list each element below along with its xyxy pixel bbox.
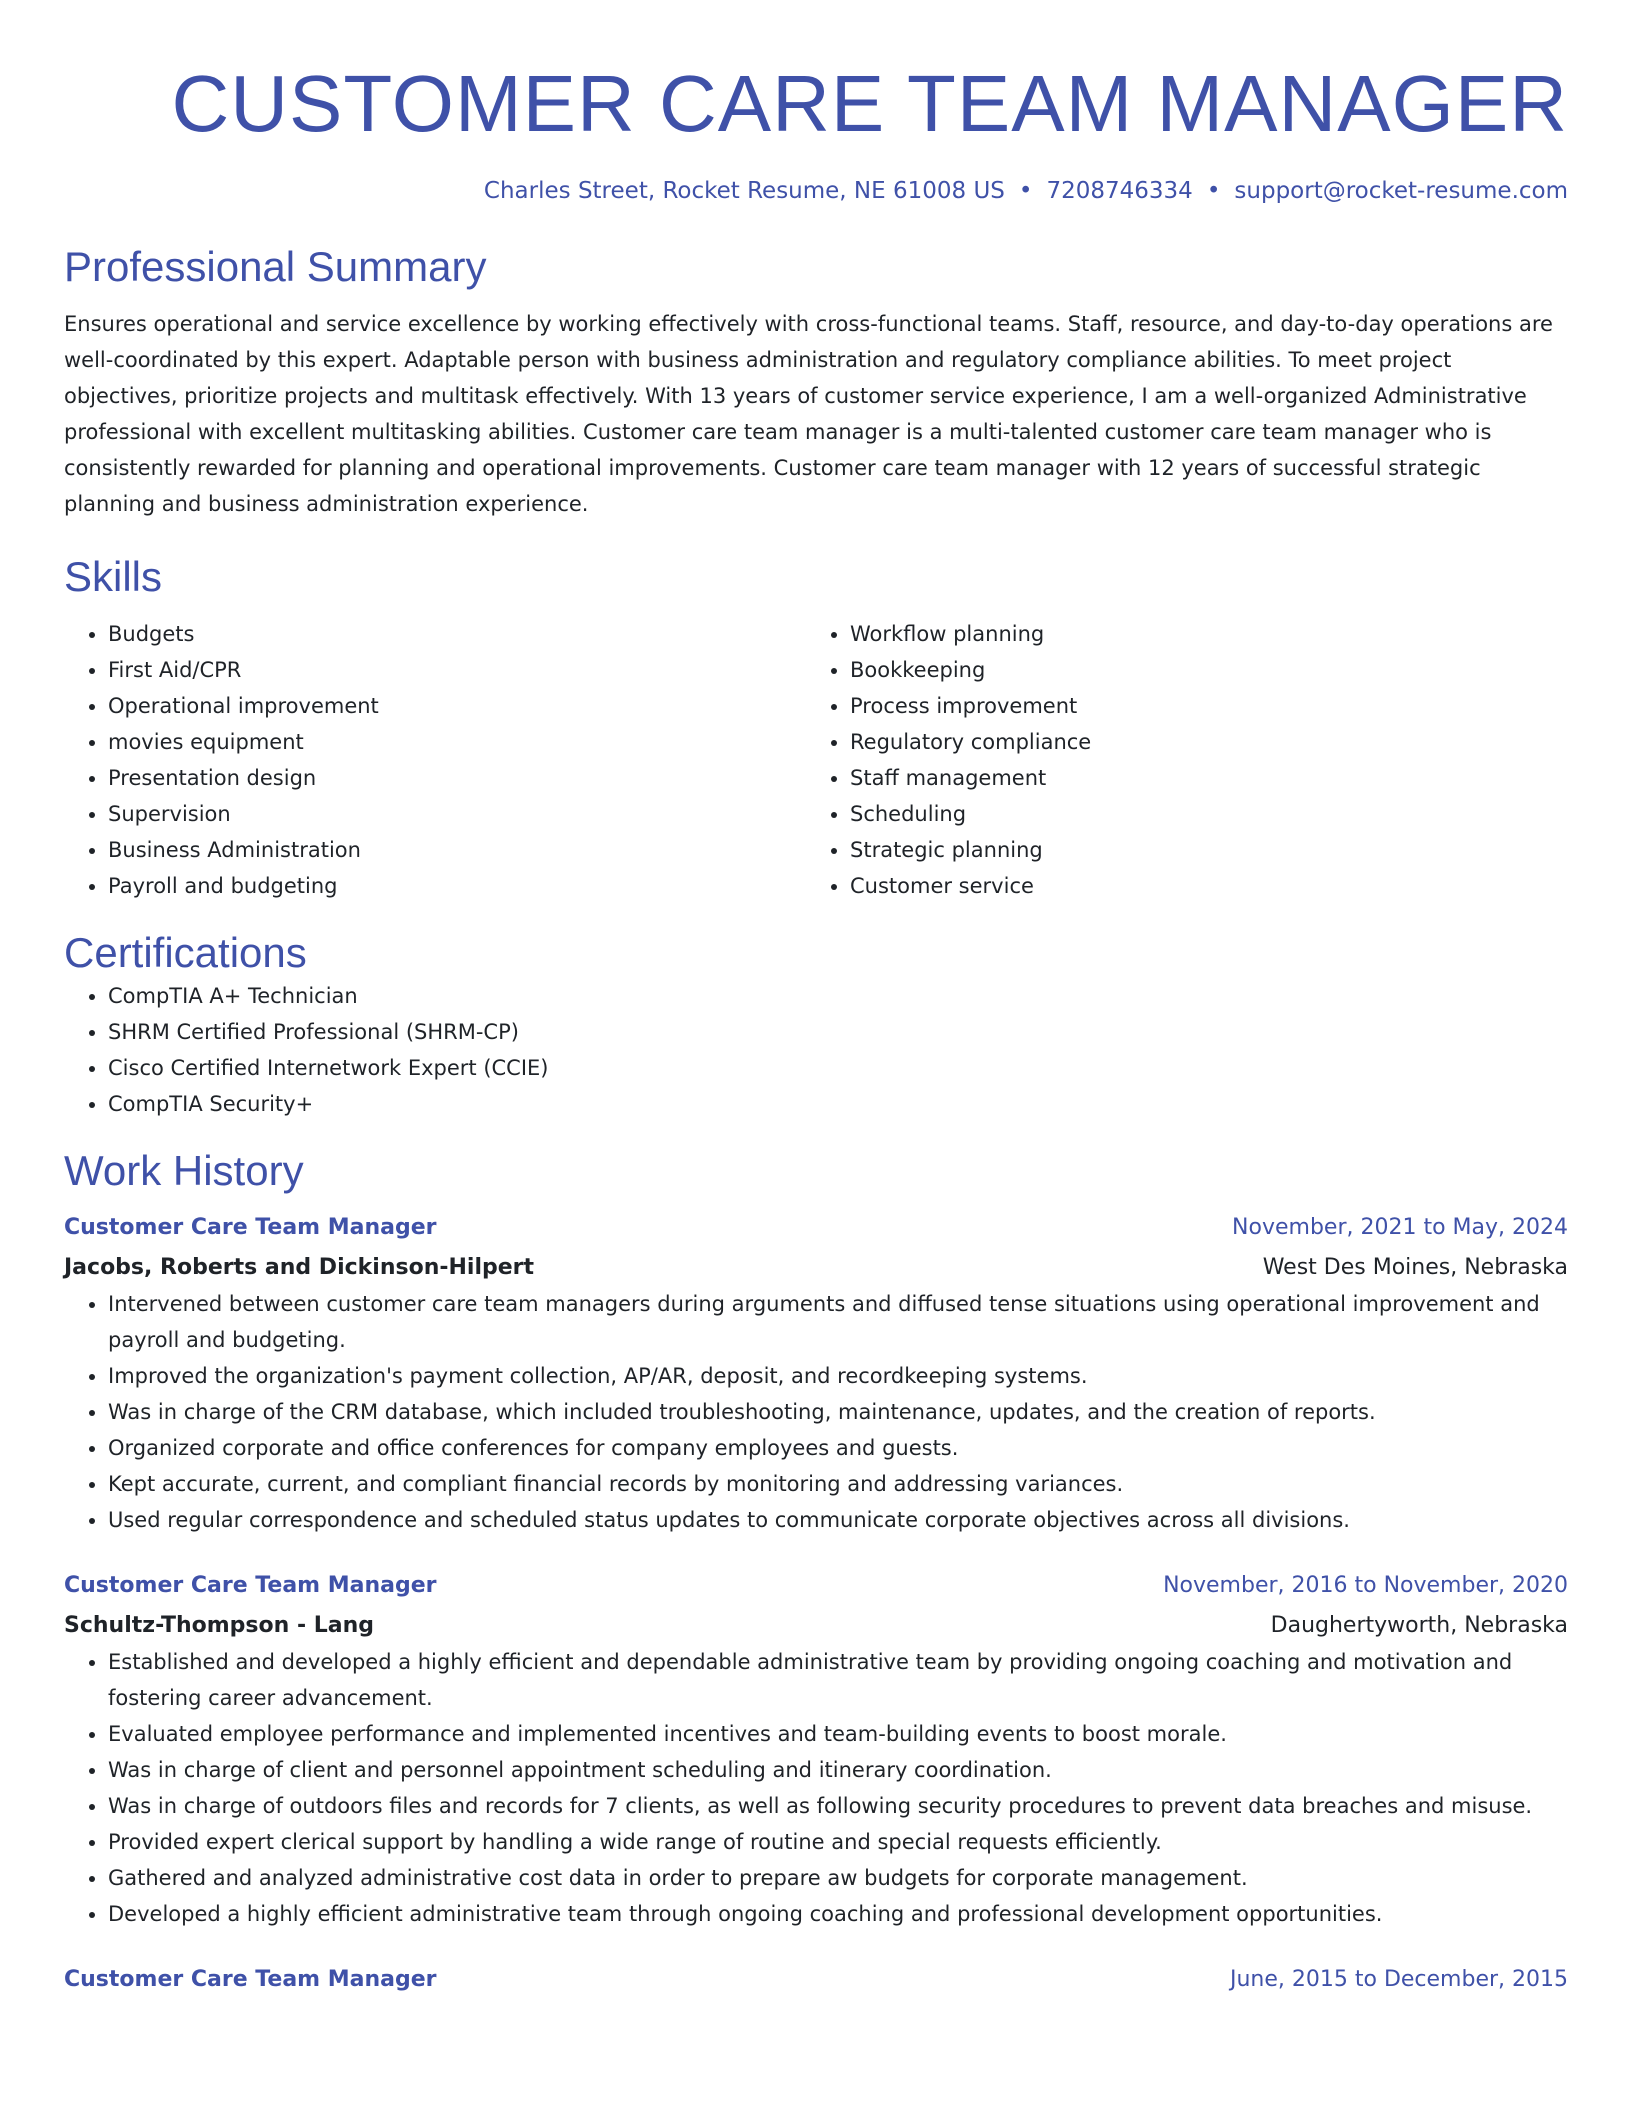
duty-item: • Provided expert clerical support by handling a wide range of routine and special requests efficiently.	[108, 1824, 1568, 1860]
summary-heading: Professional Summary	[64, 243, 487, 290]
certification-item: • CompTIA A+ Technician	[108, 978, 1568, 1014]
contact-line	[64, 176, 1568, 206]
job-duties	[64, 1644, 1568, 1932]
skill-item: • Presentation design	[108, 760, 806, 796]
skill-item: • Supervision	[108, 796, 806, 832]
skills-list-right	[806, 616, 1548, 904]
duty-item: • Used regular correspondence and scheduled status updates to communicate corporate objectives across all divisions.	[108, 1502, 1568, 1538]
certifications-list	[64, 978, 1568, 1122]
job-dates: November, 2016 to November, 2020	[1163, 1573, 1568, 1598]
job-location: West Des Moines, Nebraska	[1262, 1255, 1568, 1280]
duty-item: • Organized corporate and office conferences for company employees and guests.	[108, 1430, 1568, 1466]
skill-item: • Workflow planning	[850, 616, 1548, 652]
skill-item: • Bookkeeping	[850, 652, 1548, 688]
resume-title: CUSTOMER CARE TEAM MANAGER	[171, 59, 1568, 148]
summary-text: Ensures operational and service excellence by working effectively with cross-functional teams. Staff, resource, and day-to-day operations are well-coordinated by this expert. Adaptable person with business administration and regulatory compliance abilities. To meet project objectives, prioritize projects and multitask effectively. With 13 years of customer service experience, I am a well-organized Administrative professional with excellent multitasking abilities. Customer care team manager is a multi-talented customer care team manager who is consistently rewarded for planning and operational improvements. Customer care team manager with 12 years of successful strategic planning and business administration experience.	[64, 312, 1553, 516]
skill-item: • Staff management	[850, 760, 1548, 796]
skills-columns	[64, 616, 1568, 904]
resume-page	[64, 0, 1568, 1998]
job-subheader	[64, 1604, 1568, 1644]
skill-item: • Operational improvement	[108, 688, 806, 724]
contact-email[interactable]: support@rocket-resume.com	[1234, 178, 1568, 204]
duty-item: • Gathered and analyzed administrative cost data in order to prepare aw budgets for corporate management.	[108, 1860, 1568, 1896]
duty-item: • Kept accurate, current, and compliant financial records by monitoring and addressing variances.	[108, 1466, 1568, 1502]
skill-item: • Process improvement	[850, 688, 1548, 724]
skill-item: • Strategic planning	[850, 832, 1548, 868]
duty-item: • Intervened between customer care team managers during arguments and diffused tense situations using operational improvement and payroll and budgeting.	[108, 1286, 1568, 1358]
job-entry	[64, 1568, 1568, 1932]
duty-item: • Developed a highly efficient administrative team through ongoing coaching and professional development opportunities.	[108, 1896, 1568, 1932]
contact-separator: •	[1206, 178, 1221, 204]
job-header	[64, 1210, 1568, 1246]
skills-list-left	[64, 616, 806, 904]
contact-separator: •	[1018, 178, 1033, 204]
job-duties	[64, 1286, 1568, 1538]
job-subheader	[64, 1246, 1568, 1286]
skill-item: • Customer service	[850, 868, 1548, 904]
contact-address: Charles Street, Rocket Resume, NE 61008 US	[483, 178, 1005, 204]
job-company: Schultz-Thompson - Lang	[64, 1613, 375, 1638]
job-title: Customer Care Team Manager	[64, 1215, 437, 1240]
duty-item: • Established and developed a highly efficient and dependable administrative team by providing ongoing coaching and motivation and fostering career advancement.	[108, 1644, 1568, 1716]
duty-item: • Was in charge of the CRM database, which included troubleshooting, maintenance, updates, and the creation of reports.	[108, 1394, 1568, 1430]
certification-item: • Cisco Certified Internetwork Expert (CCIE)	[108, 1050, 1568, 1086]
job-entry	[64, 1210, 1568, 1538]
job-title: Customer Care Team Manager	[64, 1967, 437, 1992]
duty-item: • Evaluated employee performance and implemented incentives and team-building events to boost morale.	[108, 1716, 1568, 1752]
skill-item: • movies equipment	[108, 724, 806, 760]
job-header	[64, 1962, 1568, 1998]
certification-item: • CompTIA Security+	[108, 1086, 1568, 1122]
duty-item: • Improved the organization's payment collection, AP/AR, deposit, and recordkeeping systems.	[108, 1358, 1568, 1394]
skill-item: • First Aid/CPR	[108, 652, 806, 688]
job-title: Customer Care Team Manager	[64, 1573, 437, 1598]
job-dates: November, 2021 to May, 2024	[1232, 1215, 1568, 1240]
job-location: Daughertyworth, Nebraska	[1270, 1613, 1568, 1638]
duty-item: • Was in charge of outdoors files and records for 7 clients, as well as following security procedures to prevent data breaches and misuse.	[108, 1788, 1568, 1824]
certifications-heading: Certifications	[64, 929, 307, 976]
certification-item: • SHRM Certified Professional (SHRM-CP)	[108, 1014, 1568, 1050]
contact-phone: 7208746334	[1046, 178, 1193, 204]
skills-heading: Skills	[64, 553, 163, 600]
skill-item: • Payroll and budgeting	[108, 868, 806, 904]
duty-item: • Was in charge of client and personnel appointment scheduling and itinerary coordination.	[108, 1752, 1568, 1788]
job-company: Jacobs, Roberts and Dickinson-Hilpert	[64, 1255, 535, 1280]
skill-item: • Regulatory compliance	[850, 724, 1548, 760]
skill-item: • Scheduling	[850, 796, 1548, 832]
job-header	[64, 1568, 1568, 1604]
job-entry	[64, 1962, 1568, 1998]
job-dates: June, 2015 to December, 2015	[1229, 1967, 1568, 1992]
skill-item: • Budgets	[108, 616, 806, 652]
work-history-heading: Work History	[64, 1147, 304, 1194]
skill-item: • Business Administration	[108, 832, 806, 868]
